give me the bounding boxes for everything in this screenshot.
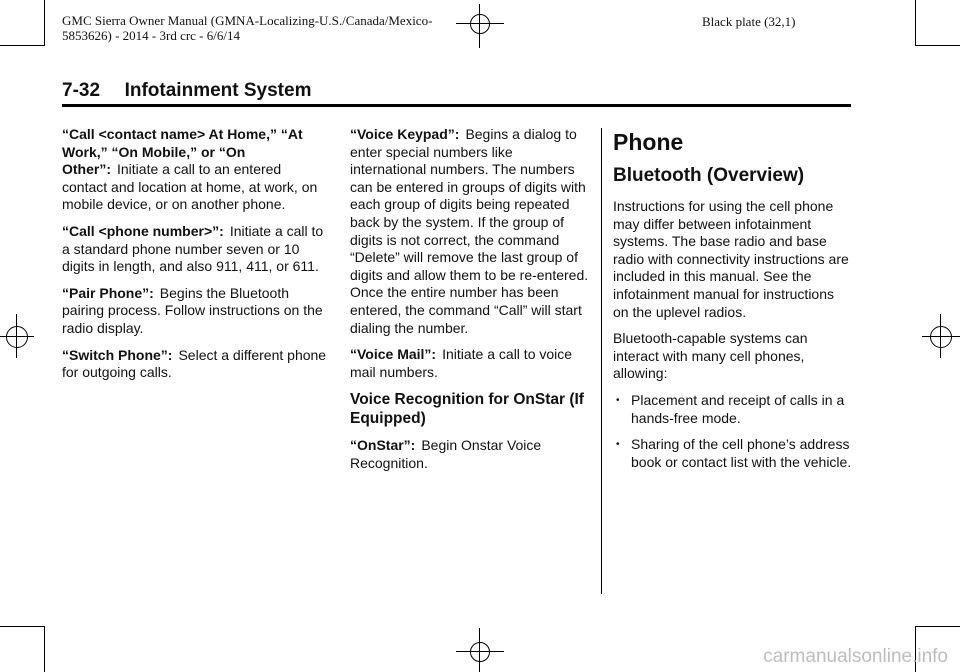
command-description: Initiate a call to an entered contact and location at home, at work, on mobile device, or on another phone. bbox=[62, 161, 318, 213]
crop-mark bbox=[0, 45, 44, 46]
crop-mark bbox=[0, 626, 44, 627]
command-entry bbox=[350, 346, 592, 381]
crop-mark bbox=[915, 0, 916, 46]
crop-mark bbox=[915, 45, 960, 46]
subsection-heading: Bluetooth (Overview) bbox=[613, 165, 805, 186]
command-entry bbox=[62, 285, 327, 338]
list-item-text: Sharing of the cell phone’s address book or contact list with the vehicle. bbox=[631, 436, 852, 470]
command-term: “Voice Keypad”: bbox=[350, 126, 460, 142]
section-heading: Phone bbox=[613, 129, 684, 155]
crop-mark bbox=[915, 626, 960, 627]
paragraph: Instructions for using the cell phone may differ between infotainment systems. The base radio and base radio with connectivity instructions are included in this manual. See the infotainment manual for instructions on the uplevel radios. bbox=[613, 198, 849, 320]
slug-line-2: 5853626) - 2014 - 3rd crc - 6/6/14 bbox=[62, 28, 240, 43]
crop-mark bbox=[44, 626, 45, 672]
command-term: “OnStar”: bbox=[350, 437, 416, 454]
command-entry bbox=[350, 126, 592, 337]
command-term: “Switch Phone”: bbox=[62, 346, 173, 363]
plate-label: Black plate (32,1) bbox=[702, 14, 796, 29]
command-term: “Voice Mail”: bbox=[350, 346, 437, 363]
column-divider bbox=[601, 128, 602, 594]
list-item bbox=[613, 436, 853, 471]
crop-mark bbox=[44, 0, 45, 46]
command-entry bbox=[62, 126, 327, 214]
command-description: Begin Onstar Voice Recognition. bbox=[350, 437, 542, 471]
column-3 bbox=[613, 128, 853, 480]
registration-mark bbox=[918, 312, 960, 362]
column-1 bbox=[62, 126, 327, 391]
command-description: Select a different phone for outgoing calls. bbox=[62, 346, 327, 381]
list-item-text: Placement and receipt of calls in a hands-free mode. bbox=[631, 391, 845, 426]
command-term: “Pair Phone”: bbox=[62, 284, 154, 301]
registration-mark bbox=[0, 312, 40, 362]
section-title: Infotainment System bbox=[124, 80, 312, 101]
feature-list bbox=[613, 392, 853, 471]
slug-line-1: GMC Sierra Owner Manual (GMNA-Localizing-U.S./Canada/Mexico- bbox=[62, 13, 433, 28]
command-term: “Call <phone number>”: bbox=[62, 222, 224, 239]
onstar-subheading: Voice Recognition for OnStar (If Equipped) bbox=[350, 391, 584, 428]
command-term: “Call <contact name> At Home,” “At Work,” “On Mobile,” or “On Other”: bbox=[62, 126, 303, 178]
registration-mark bbox=[456, 628, 506, 672]
command-entry bbox=[62, 223, 327, 276]
bullet-icon: • bbox=[616, 439, 620, 451]
column-2 bbox=[350, 126, 592, 482]
paragraph: Bluetooth-capable systems can interact with many cell phones, allowing: bbox=[613, 330, 808, 382]
page-number: 7-32 bbox=[62, 80, 101, 101]
list-item bbox=[613, 392, 853, 427]
command-entry bbox=[62, 347, 327, 382]
command-entry bbox=[350, 437, 592, 472]
running-header bbox=[62, 80, 311, 102]
command-description: Initiate a call to a standard phone number seven or 10 digits in length, and also 911, 411, or 611. bbox=[62, 222, 324, 275]
command-description: Initiate a call to voice mail numbers. bbox=[350, 346, 573, 380]
command-description: Begins the Bluetooth pairing process. Follow instructions on the radio display. bbox=[62, 284, 323, 336]
header-rule bbox=[62, 104, 851, 107]
bullet-icon: • bbox=[616, 394, 620, 406]
registration-mark bbox=[456, 4, 506, 50]
watermark: carmanualsonline.info bbox=[763, 646, 948, 667]
command-description: Begins a dialog to enter special numbers like international numbers. The numbers can be entered in groups of digits with each group of digits being repeated back by the system. If the group of digits is not correct, the command “Delete” will remove the last group of digits and allow them to be re-entered. Once the entire number has been entered, the command “Call” will start dialing the number. bbox=[350, 126, 589, 336]
